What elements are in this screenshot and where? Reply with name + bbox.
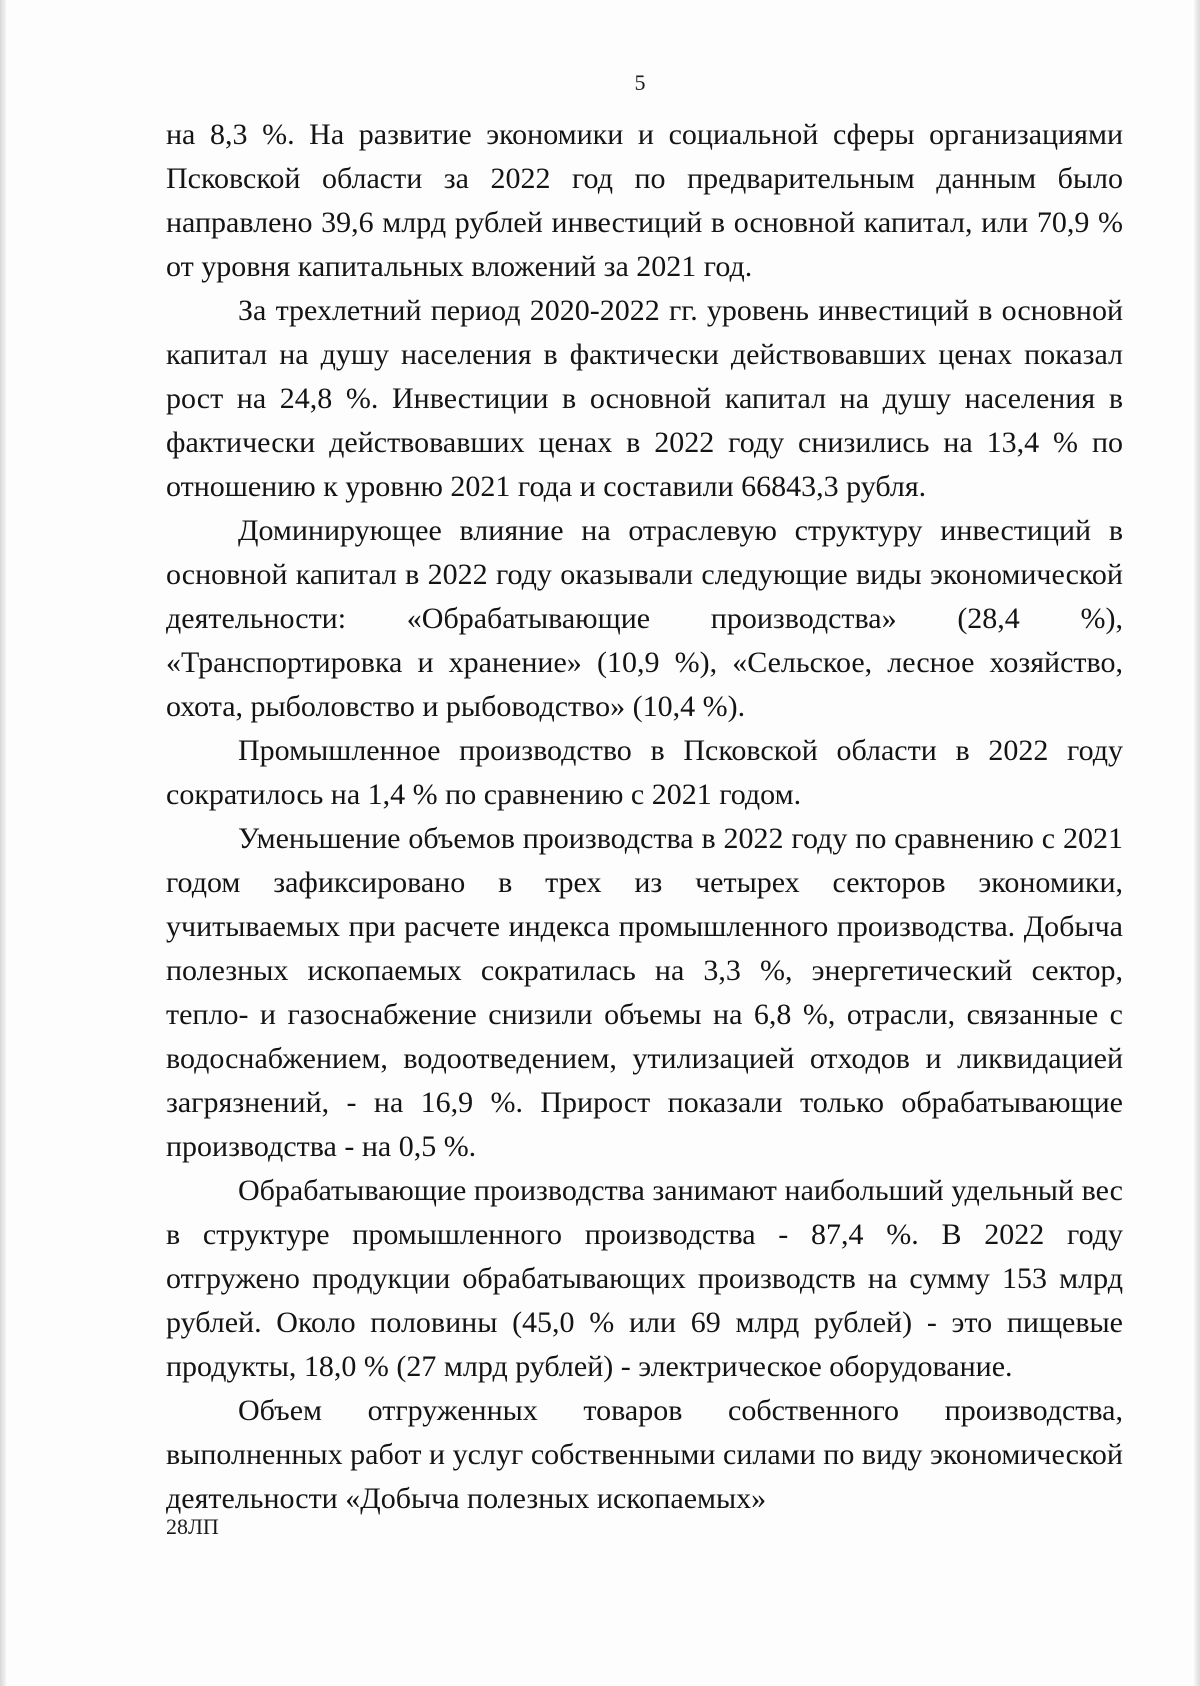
scan-edge-right — [1194, 0, 1200, 1686]
paragraph-mining-volume: Объем отгруженных товаров собственного производства, выполненных работ и услуг собственными силами по виду экономической деятельности «Добыча полезных ископаемых» — [166, 1394, 1123, 1515]
page-number: 5 — [634, 70, 646, 95]
paragraph-manufacturing-share: Обрабатывающие производства занимают наибольший удельный вес в структуре промышленного производства - 87,4 %. В 2022 году отгружено продукции обрабатывающих производств на сумму 153 млрд рублей. Около половины (45,0 % или 69 млрд рублей) - это пищевые продукты, 18,0 % (27 млрд рублей) - электрическое оборудование. — [166, 1174, 1123, 1383]
paragraph-investment-continuation: на 8,3 %. На развитие экономики и социальной сферы организациями Псковской области за 2022 год по предварительным данным было направлено 39,6 млрд рублей инвестиций в основной капитал, или 70,9 % от уровня капитальных вложений за 2021 год. — [166, 118, 1123, 283]
document-code: 28ЛП — [166, 1514, 219, 1539]
paragraph-investment-structure: Доминирующее влияние на отраслевую структуру инвестиций в основной капитал в 2022 году оказывали следующие виды экономической деятельности: «Обрабатывающие производства» (28,4 %), «Транспортировка и хранение» (10,9 %), «Сельское, лесное хозяйство, охота, рыболовство и рыбоводство» (10,4 %). — [166, 514, 1123, 723]
paragraph-production-decline: Уменьшение объемов производства в 2022 году по сравнению с 2021 годом зафиксировано в трех из четырех секторов экономики, учитываемых при расчете индекса промышленного производства. Добыча полезных ископаемых сократилась на 3,3 %, энергетический сектор, тепло- и газоснабжение снизили объемы на 6,8 %, отрасли, связанные с водоснабжением, водоотведением, утилизацией отходов и ликвидацией загрязнений, - на 16,9 %. Прирост показали только обрабатывающие производства - на 0,5 %. — [166, 822, 1123, 1163]
scan-edge-left — [0, 0, 6, 1686]
body-text — [166, 113, 1123, 1521]
paragraph-industrial-production: Промышленное производство в Псковской области в 2022 году сократилось на 1,4 % по сравнению с 2021 годом. — [166, 734, 1123, 811]
paragraph-investment-per-capita: За трехлетний период 2020-2022 гг. уровень инвестиций в основной капитал на душу населения в фактически действовавших ценах показал рост на 24,8 %. Инвестиции в основной капитал на душу населения в фактически действовавших ценах в 2022 году снизились на 13,4 % по отношению к уровню 2021 года и составили 66843,3 рубля. — [166, 294, 1123, 503]
